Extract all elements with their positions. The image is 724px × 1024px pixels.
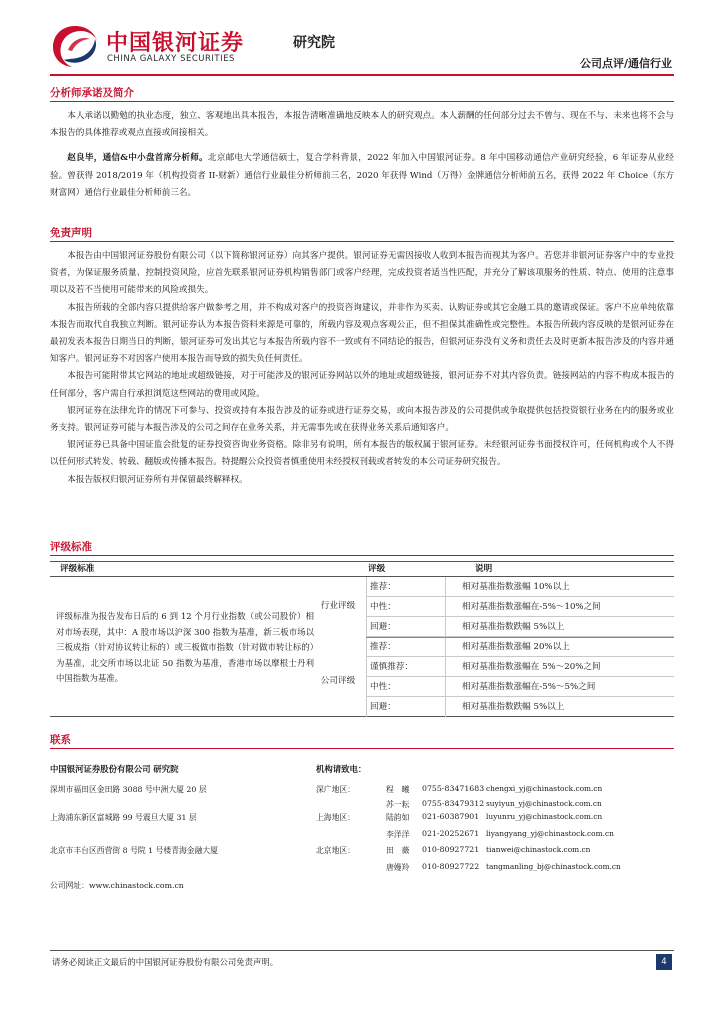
table-row	[366, 677, 674, 697]
brand-name-cn: 中国银河证券	[106, 31, 245, 56]
rating-level: 回避：	[366, 697, 446, 717]
rating-desc: 相对基准指数涨幅在 5%～20%之间	[462, 662, 601, 672]
rating-desc: 相对基准指数跌幅 5%以上	[462, 702, 565, 712]
contact-name: 苏一耘	[386, 800, 410, 809]
contact-section	[50, 733, 674, 749]
rating-desc: 相对基准指数涨幅 10%以上	[462, 582, 570, 592]
analyst-section	[50, 86, 674, 202]
section-title: 联系	[50, 733, 674, 749]
address-shenzhen: 深圳市福田区金田路 3088 号中洲大厦 20 层	[50, 785, 207, 794]
rating-level: 回避：	[366, 617, 446, 637]
analyst-name: 赵良毕，通信&中小盘首席分析师。	[67, 153, 208, 164]
disclaimer-paragraph: 本报告可能附带其它网站的地址或超级链接，对于可能涉及的银河证券网站以外的地址或超级链接，银河证券不对其内容负责。链接网站的内容不构成本报告的任何部分，客户需自行承担浏览这些网站的费用或风险。	[50, 371, 674, 399]
table-divider	[366, 577, 367, 717]
analyst-bio	[50, 150, 674, 202]
footer-rule	[50, 950, 674, 951]
rating-desc: 相对基准指数涨幅在-5%～5%之间	[462, 682, 596, 692]
table-row	[366, 617, 674, 637]
section-title: 免责声明	[50, 226, 674, 242]
table-row	[366, 597, 674, 617]
disclaimer-paragraph: 本报告所载的全部内容只提供给客户做参考之用，并不构成对客户的投资咨询建议，并非作为买卖、认购证券或其它金融工具的邀请或保证。客户不应单纯依靠本报告而取代自我独立判断。银河证券认为本报告资料来源是可靠的，所载内容及观点客观公正，但不担保其准确性或完整性。本报告所载内容反映的是银河证券在最初发表本报告日期当日的判断，银河证券可发出其它与本报告所载内容不一致或有不同结论的报告，但银河证券没有义务和责任去及时更新本报告涉及的内容并通知客户。银河证券不对因客户使用本报告而导致的损失负任何责任。	[50, 302, 674, 365]
brand-name-en: CHINA GALAXY SECURITIES	[107, 54, 235, 64]
address-shanghai: 上海浦东新区富城路 99 号震旦大厦 31 层	[50, 813, 197, 822]
company-rating-label: 公司评级	[320, 676, 356, 686]
contact-phone: 021-20252671	[422, 829, 480, 838]
contact-name: 唐嫚羚	[386, 863, 410, 872]
rating-section	[50, 540, 674, 556]
header-standard: 评级标准	[60, 564, 95, 574]
contact-email[interactable]: suyiyun_yj@chinastock.com.cn	[486, 799, 602, 808]
rating-level: 谨慎推荐：	[366, 657, 446, 677]
rating-level: 中性：	[366, 597, 446, 617]
section-title: 分析师承诺及简介	[50, 86, 674, 102]
contact-phone: 0755-83479312	[422, 799, 485, 808]
rating-description: 评级标准为报告发布日后的 6 到 12 个月行业指数（或公司股价）相对市场表现，其中：A 股市场以沪深 300 指数为基准，新三板市场以三板成指（针对协议转让标的）或三板做市指数（针对做市转让标的）为基准，北交所市场以北证 50 指数为基准，香港市场以摩根士丹利中国指数为基准。	[56, 611, 314, 683]
industry-rating-label: 行业评级	[320, 601, 356, 611]
contact-phone: 010-80927721	[422, 845, 480, 854]
contact-phone: 021-60387901	[422, 812, 480, 821]
table-divider	[366, 637, 674, 638]
document-type: 公司点评/通信行业	[579, 57, 672, 70]
rating-table-body	[50, 577, 674, 717]
contact-email[interactable]: liyangyang_yj@chinastock.com.cn	[486, 829, 614, 838]
contact-email[interactable]: chengxi_yj@chinastock.com.cn	[486, 784, 603, 793]
region-label: 北京地区：	[316, 846, 355, 855]
rating-level: 推荐：	[366, 637, 446, 657]
analyst-bio-text: 北京邮电大学通信硕士，复合学科背景，2022 年加入中国银河证券。8 年中国移动通信产业研究经验，6 年证券从业经验。曾获得 2018/2019 年（机构投资者 II-财新）通信行业最佳分析师前三名，2020 年获得 Wind（万得）金牌通信分析师前五名，获得 2022 年 Choice（东方财富网）通信行业最佳分析师前三名。	[50, 153, 674, 198]
contact-name: 陆韵如	[386, 813, 410, 822]
contact-phone: 010-80927722	[422, 862, 480, 871]
contact-email[interactable]: tianwei@chinastock.com.cn	[486, 845, 591, 854]
rating-table-header	[50, 561, 674, 577]
contact-name: 李洋洋	[386, 830, 410, 839]
table-row	[366, 657, 674, 677]
rating-desc: 相对基准指数涨幅在-5%～10%之间	[462, 602, 601, 612]
contact-name: 程 曦	[386, 785, 410, 794]
rating-desc: 相对基准指数跌幅 5%以上	[462, 622, 565, 632]
company-name: 中国银河证券股份有限公司 研究院	[50, 764, 179, 774]
disclaimer-paragraph: 本报告由中国银河证券股份有限公司（以下简称银河证券）向其客户提供。银河证券无需因接收人收到本报告而视其为客户。若您并非银河证券客户中的专业投资者，为保证服务质量、控制投资风险，应首先联系银河证券机构销售部门或客户经理，完成投资者适当性匹配，并充分了解该项服务的性质、特点、使用的注意事项以及若不当使用可能带来的风险或损失。	[50, 251, 674, 296]
page-number: 4	[656, 954, 672, 970]
header-description: 说明	[475, 564, 493, 574]
section-title: 评级标准	[50, 540, 674, 556]
contact-name: 田 薇	[386, 846, 410, 855]
analyst-commitment: 本人承诺以勤勉的执业态度，独立、客观地出具本报告，本报告清晰准确地反映本人的研究观点。本人薪酬的任何部分过去不曾与、现在不与、未来也将不会与本报告的具体推荐或观点直接或间接相关。	[50, 111, 674, 139]
rating-table	[50, 561, 674, 717]
disclaimer-paragraph: 银河证券已具备中国证监会批复的证券投资咨询业务资格。除非另有说明，所有本报告的版权属于银河证券。未经银河证券书面授权许可，任何机构或个人不得以任何形式转发、转载、翻版或传播本报告。特提醒公众投资者慎重使用未经授权刊载或者转发的本公司证券研究报告。	[50, 440, 674, 468]
header-level: 评级	[368, 564, 386, 574]
region-label: 深广地区：	[316, 785, 355, 794]
footer-note: 请务必阅读正文最后的中国银河证券股份有限公司免责声明。	[52, 957, 279, 967]
table-row	[366, 577, 674, 597]
sales-title: 机构请致电：	[316, 764, 367, 774]
disclaimer-section	[50, 226, 674, 489]
region-label: 上海地区：	[316, 813, 355, 822]
contact-phone: 0755-83471683	[422, 784, 485, 793]
disclaimer-paragraph: 本报告版权归银河证券所有并保留最终解释权。	[67, 474, 248, 485]
galaxy-logo-icon	[50, 22, 100, 70]
contact-email[interactable]: tangmanling_bj@chinastock.com.cn	[486, 862, 621, 871]
company-website[interactable]: 公司网址：www.chinastock.com.cn	[50, 881, 184, 890]
page-header	[50, 18, 674, 74]
table-row	[366, 697, 674, 717]
contact-email[interactable]: luyunru_yj@chinastock.com.cn	[486, 812, 603, 821]
institute-label: 研究院	[293, 35, 335, 51]
address-beijing: 北京市丰台区西营街 8 号院 1 号楼青海金融大厦	[50, 846, 218, 855]
rating-level: 推荐：	[366, 577, 446, 597]
table-row	[366, 637, 674, 657]
rating-level: 中性：	[366, 677, 446, 697]
disclaimer-paragraph: 银河证券在法律允许的情况下可参与、投资或持有本报告涉及的证券或进行证券交易，或向本报告涉及的公司提供或争取提供包括投资银行业务在内的服务或业务支持。银河证券可能与本报告涉及的公司之间存在业务关系，并无需事先或在获得业务关系后通知客户。	[50, 405, 674, 434]
rating-desc: 相对基准指数涨幅 20%以上	[462, 642, 570, 652]
header-rule	[50, 74, 674, 76]
